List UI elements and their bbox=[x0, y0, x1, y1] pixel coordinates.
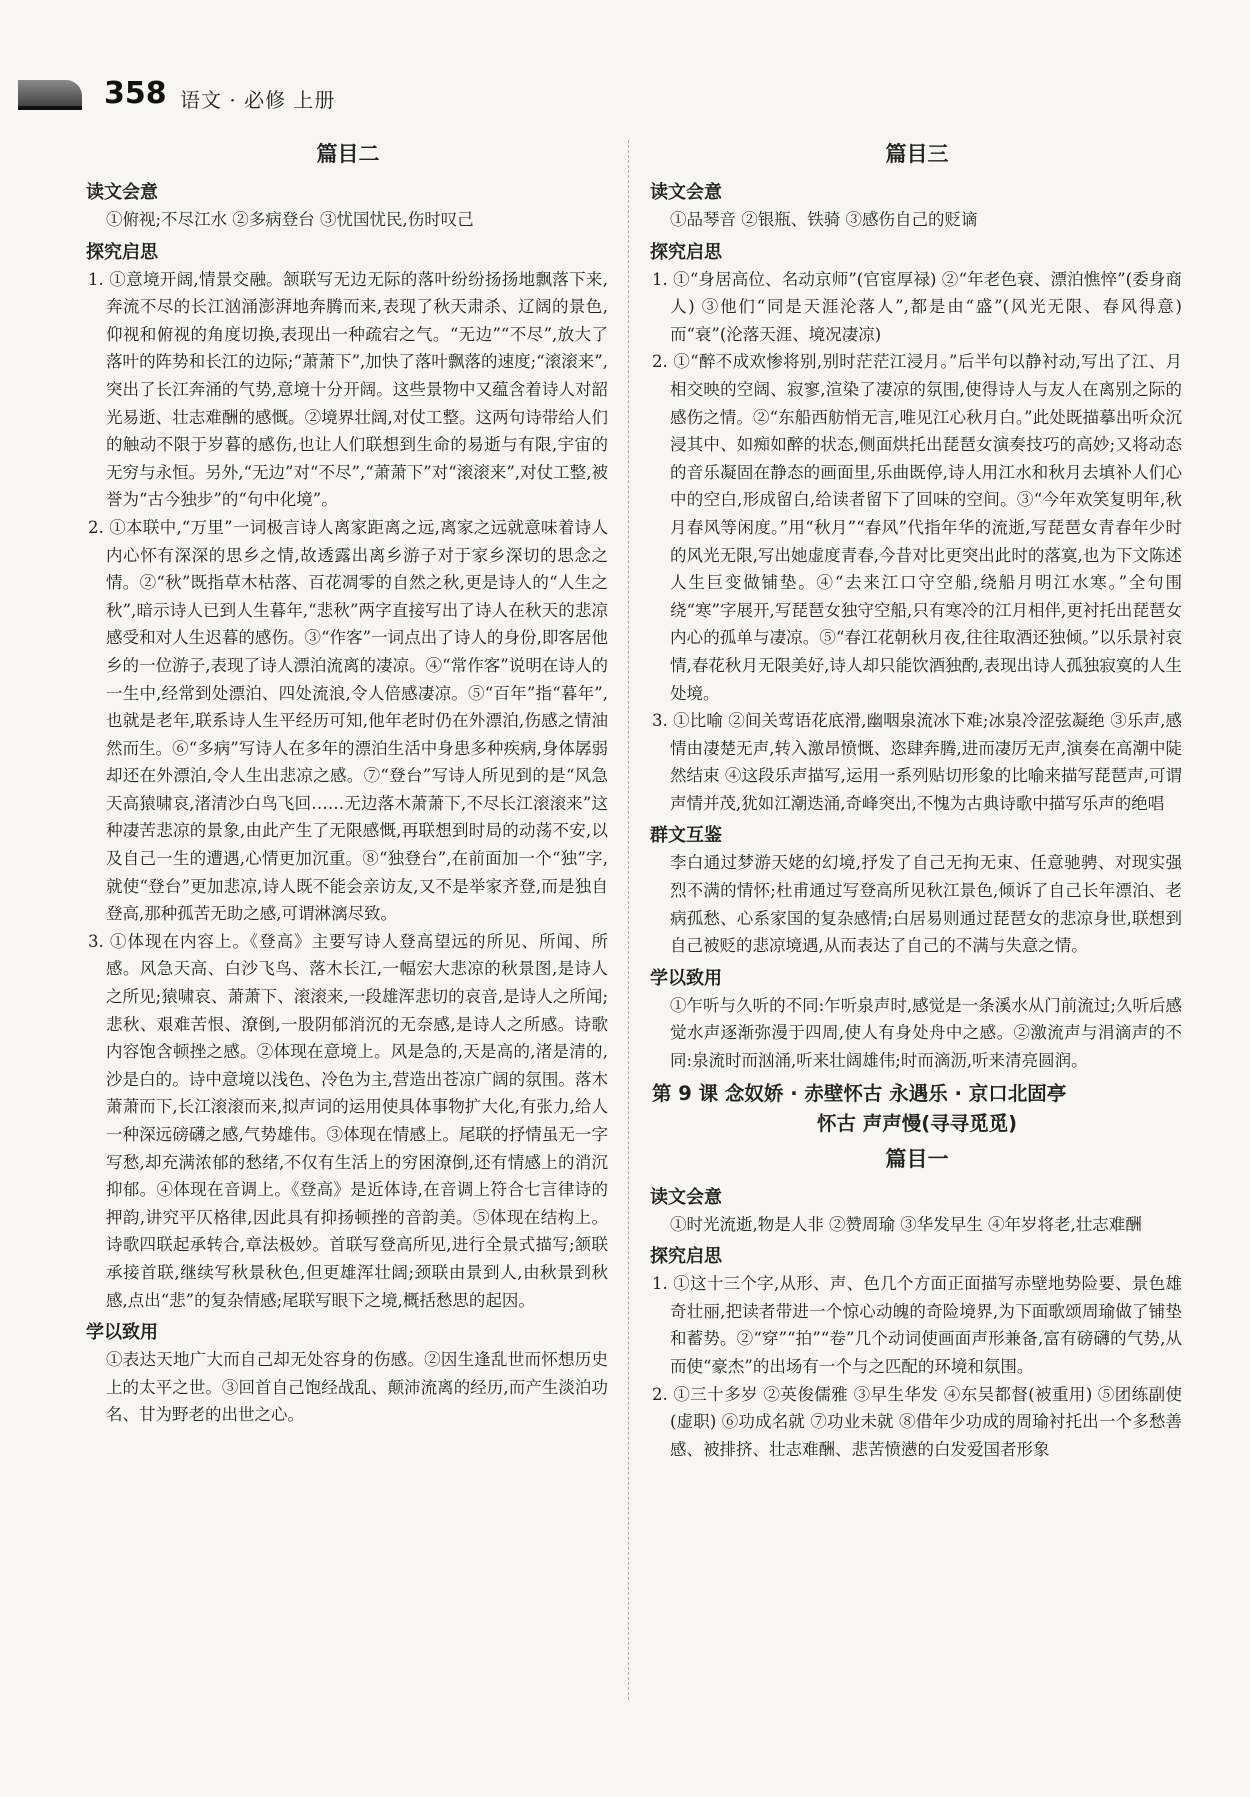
lesson-section-title: 篇目一 bbox=[885, 1146, 949, 1171]
explore-item: 1. ①这十三个字,从形、声、色几个方面正面描写赤壁地势险要、景色雄奇壮丽,把读者带进一个惊心动魄的奇险境界,为下面歌颂周瑜做了铺垫和蓄势。②“穿”“拍”“卷”几个动词使画面声形兼备,富有磅礴的气势,从而使“豪杰”的出场有一个与之匹配的环境和氛围。 bbox=[652, 1274, 1182, 1376]
right-column bbox=[652, 138, 1182, 1463]
read-answer: ①时光流逝,物是人非 ②赞周瑜 ③华发早生 ④年岁将老,壮志难酬 bbox=[670, 1214, 1142, 1234]
explore-item: 1. ①“身居高位、名动京师”(官宦厚禄) ②“年老色衰、漂泊憔悴”(委身商人) ③他们“同是天涯沦落人”,都是由“盛”(风光无限、春风得意)而“衰”(沦落天涯、境况凄凉) bbox=[652, 269, 1182, 344]
lesson-title-line2: 怀古 声声慢(寻寻觅觅) bbox=[816, 1111, 1018, 1135]
left-column bbox=[88, 138, 608, 1429]
book-title: 语文 · 必修 上册 bbox=[180, 88, 336, 112]
explore-item: 2. ①三十多岁 ②英俊儒雅 ③早生华发 ④东吴都督(被重用) ⑤团练副使(虚职) ⑥功成名就 ⑦功业未就 ⑧借年少功成的周瑜衬托出一个多愁善感、被排挤、壮志难酬、悲苦愤懑的白发爱国者形象 bbox=[652, 1384, 1182, 1459]
explore-heading: 探究启思 bbox=[650, 241, 722, 263]
apply-answer: ①乍听与久听的不同:乍听泉声时,感觉是一条溪水从门前流过;久听后感觉水声逐渐弥漫于四周,使人有身处舟中之感。②激流声与涓滴声的不同:泉流时而汹涌,听来壮阔雄伟;时而滴沥,听来清亮圆润。 bbox=[670, 995, 1182, 1071]
section-title: 篇目三 bbox=[885, 142, 949, 166]
explore-item: 1. ①意境开阔,情景交融。颔联写无边无际的落叶纷纷扬扬地飘落下来,奔流不尽的长江汹涌澎湃地奔腾而来,表现了秋天肃杀、辽阔的景色,仰视和俯视的角度切换,表现出一种疏宕之气。“无边”“不尽”,放大了落叶的阵势和长江的边际;“萧萧下”,加快了落叶飘落的速度;“滚滚来”,突出了长江奔涌的气势,意境十分开阔。这些景物中又蕴含着诗人对韶光易逝、壮志难酬的感慨。②境界壮阔,对仗工整。这两句诗带给人们的触动不限于岁暮的感伤,也让人们联想到生命的易逝与有限,宇宙的无穷与永恒。另外,“无边”对“不尽”,“萧萧下”对“滚滚来”,对仗工整,被誉为“古今独步”的“句中化境”。 bbox=[88, 269, 608, 510]
explore-heading: 探究启思 bbox=[650, 1246, 722, 1268]
lesson-title bbox=[652, 1079, 1182, 1139]
read-answer: ①品琴音 ②银瓶、铁骑 ③感伤自己的贬谪 bbox=[670, 210, 978, 229]
apply-answer: ①表达天地广大而自己却无处容身的伤感。②因生逢乱世而怀想历史上的太平之世。③回首自己饱经战乱、颠沛流离的经历,而产生淡泊功名、甘为野老的出世之心。 bbox=[106, 1350, 608, 1425]
lesson-title-line1: 第 9 课 念奴娇 · 赤壁怀古 永遇乐 · 京口北固亭 bbox=[652, 1081, 1067, 1105]
explore-item: 3. ①体现在内容上。《登高》主要写诗人登高望远的所见、所闻、所感。风急天高、白沙飞鸟、落木长江,一幅宏大悲凉的秋景图,是诗人之所见;猿啸哀、萧萧下、滚滚来,一段雄浑悲切的哀音,是诗人之所闻;悲秋、艰难苦恨、潦倒,一股阴郁消沉的无奈感,是诗人之所感。诗歌内容饱含顿挫之感。②体现在意境上。风是急的,天是高的,渚是清的,沙是白的。诗中意境以浅色、冷色为主,营造出苍凉广阔的氛围。落木萧萧而下,长江滚滚而来,拟声词的运用使具体事物扩大化,有张力,给人一种深远磅礴之感,气势雄伟。③体现在情感上。尾联的抒情虽无一字写愁,却充满浓郁的愁绪,不仅有生活上的穷困潦倒,还有情感上的消沉抑郁。④体现在音调上。《登高》是近体诗,在音调上符合七言律诗的押韵,讲究平仄格律,因此具有抑扬顿挫的音韵美。⑤体现在结构上。诗歌四联起承转合,章法极妙。首联写登高所见,进行全景式描写;颔联承接首联,继续写秋景秋色,但更雄浑壮阔;颈联由景到人,由秋景到秋感,点出“悲”的复杂情感;尾联写眼下之境,概括愁思的起因。 bbox=[88, 931, 608, 1310]
group-answer: 李白通过梦游天姥的幻境,抒发了自己无拘无束、任意驰骋、对现实强烈不满的情怀;杜甫通过写登高所见秋江景色,倾诉了自己长年漂泊、老病孤愁、心系家国的复杂感情;白居易则通过琵琶女的悲凉身世,联想到自己被贬的悲凉境遇,从而表达了自己的不满与失意之情。 bbox=[670, 853, 1182, 956]
read-heading: 读文会意 bbox=[86, 182, 158, 203]
page-number: 358 bbox=[104, 76, 167, 111]
page-header bbox=[18, 72, 578, 116]
read-heading: 读文会意 bbox=[650, 182, 722, 203]
apply-heading: 学以致用 bbox=[650, 967, 722, 989]
header-decoration-bar bbox=[18, 80, 82, 110]
explore-item: 2. ①本联中,“万里”一词极言诗人离家距离之远,离家之远就意味着诗人内心怀有深深的思乡之情,故透露出离乡游子对于家乡深切的思念之情。②“秋”既指草木枯落、百花凋零的自然之秋,更是诗人的“人生之秋”,暗示诗人已到人生暮年,“悲秋”两字直接写出了诗人在秋天的悲凉感受和对人生迟暮的感伤。③“作客”一词点出了诗人的身份,即客居他乡的一位游子,表现了诗人漂泊流离的凄凉。④“常作客”说明在诗人的一生中,经常到处漂泊、四处流浪,令人倍感凄凉。⑤“百年”指“暮年”,也就是老年,联系诗人生平经历可知,他年老时仍在外漂泊,伤感之情油然而生。⑥“多病”写诗人在多年的漂泊生活中身患多种疾病,身体孱弱却还在外漂泊,令人生出悲凉之感。⑦“登台”写诗人所见到的是“风急天高猿啸哀,渚清沙白鸟飞回……无边落木萧萧下,不尽长江滚滚来”这种凄苦悲凉的景象,由此产生了无限感慨,再联想到时局的动荡不安,以及自己一生的遭遇,心情更加沉重。⑧“独登台”,在前面加一个“独”字,就使“登台”更加悲凉,诗人既不能会亲访友,又不是举家齐登,而是独自登高,那种孤苦无助之感,可谓淋漓尽致。 bbox=[88, 517, 608, 924]
explore-heading: 探究启思 bbox=[86, 241, 158, 263]
apply-heading: 学以致用 bbox=[86, 1322, 158, 1344]
column-divider bbox=[628, 140, 629, 1700]
read-answer: ①俯视;不尽江水 ②多病登台 ③忧国忧民,伤时叹己 bbox=[106, 210, 474, 229]
explore-item: 2. ①“醉不成欢惨将别,别时茫茫江浸月。”后半句以静衬动,写出了江、月相交映的空阔、寂寥,渲染了凄凉的氛围,使得诗人与友人在离别之际的感伤之情。②“东船西舫悄无言,唯见江心秋月白。”此处既描摹出听众沉浸其中、如痴如醉的状态,侧面烘托出琵琶女演奏技巧的高妙;又将动态的音乐凝固在静态的画面里,乐曲既停,诗人用江水和秋月去填补人们心中的空白,形成留白,给读者留下了回味的空间。③“今年欢笑复明年,秋月春风等闲度。”用“秋月”“春风”代指年华的流逝,写琵琶女青春年少时的风光无限,写出她虚度青春,今昔对比更突出此时的落寞,也为下文陈述人生巨变做铺垫。④“去来江口守空船,绕船月明江水寒。”全句围绕“寒”字展开,写琵琶女独守空船,只有寒冷的江月相伴,更衬托出琵琶女内心的孤单与凄凉。⑤“春江花朝秋月夜,往往取酒还独倾。”以乐景衬哀情,春花秋月无限美好,诗人却只能饮酒独酌,表现出诗人孤独寂寞的人生处境。 bbox=[652, 352, 1182, 703]
group-heading: 群文互鉴 bbox=[650, 825, 722, 847]
read-heading: 读文会意 bbox=[650, 1186, 722, 1208]
section-title: 篇目二 bbox=[316, 142, 380, 166]
explore-item: 3. ①比喻 ②间关莺语花底滑,幽咽泉流冰下难;冰泉冷涩弦凝绝 ③乐声,感情由凄楚无声,转入激昂愤慨、恣肆奔腾,进而凄厉无声,演奏在高潮中陡然结束 ④这段乐声描写,运用一系列贴切形象的比喻来描写琵琶声,可谓声情并茂,犹如江潮迭涌,奇峰突出,不愧为古典诗歌中描写乐声的绝唱 bbox=[652, 711, 1182, 813]
